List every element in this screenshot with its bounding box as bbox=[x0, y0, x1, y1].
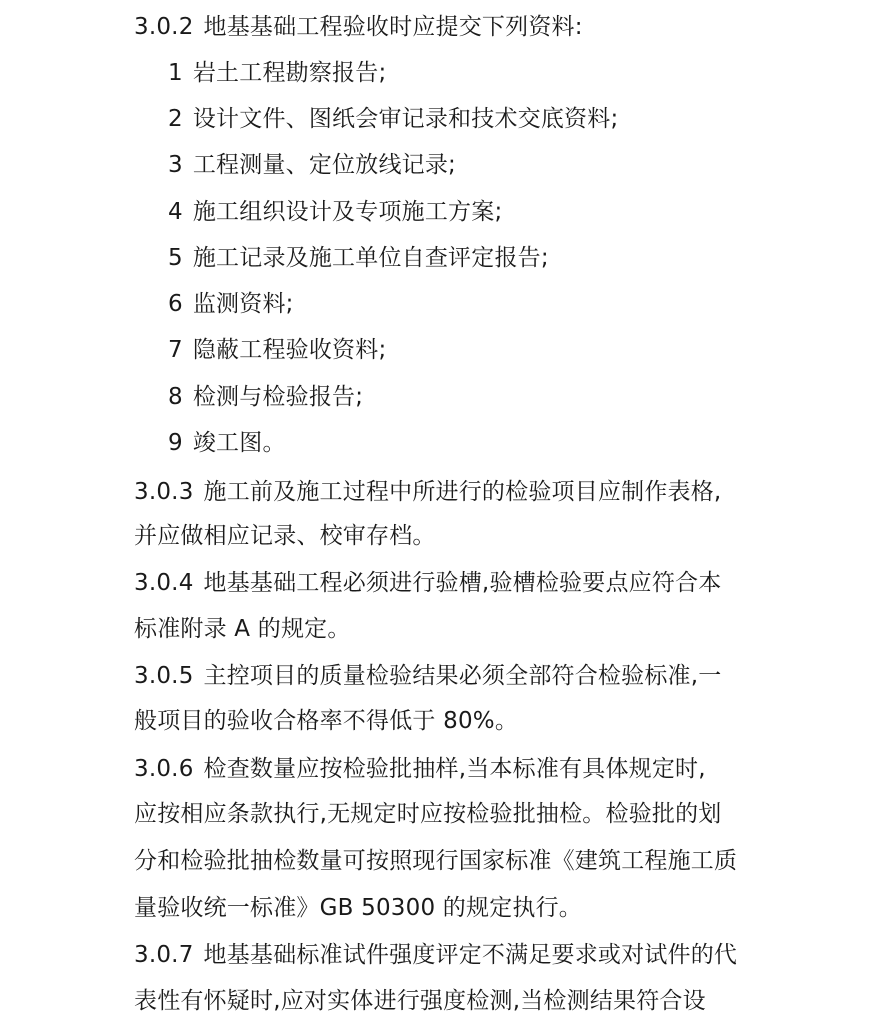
list-item-number: 4 bbox=[168, 199, 183, 225]
list-item-number: 8 bbox=[168, 384, 183, 410]
list-item-8 bbox=[168, 382, 363, 412]
list-item-3 bbox=[168, 150, 456, 180]
clause-continuation bbox=[134, 799, 722, 829]
clause-text: 地基基础工程验收时应提交下列资料: bbox=[203, 14, 583, 40]
list-item-number: 6 bbox=[168, 291, 183, 317]
list-item-5 bbox=[168, 243, 549, 273]
clause-continuation bbox=[134, 521, 436, 551]
clause-number: 3.0.2 bbox=[134, 14, 194, 40]
list-item-number: 9 bbox=[168, 430, 183, 456]
list-item-number: 5 bbox=[168, 245, 183, 271]
clause-continuation bbox=[134, 614, 351, 644]
clause-text: 量验收统一标准》GB 50300 的规定执行。 bbox=[134, 895, 582, 921]
clause-text: 主控项目的质量检验结果必须全部符合检验标准,一 bbox=[203, 663, 722, 689]
list-item-text: 岩土工程勘察报告; bbox=[192, 60, 387, 86]
list-item-7 bbox=[168, 335, 386, 365]
clause-text: 地基基础工程必须进行验槽,验槽检验要点应符合本 bbox=[203, 570, 722, 596]
list-item-text: 隐蔽工程验收资料; bbox=[192, 337, 387, 363]
clause-continuation bbox=[134, 706, 518, 736]
clause-text: 表性有怀疑时,应对实体进行强度检测,当检测结果符合设 bbox=[134, 988, 706, 1014]
clause-text: 应按相应条款执行,无规定时应按检验批抽检。检验批的划 bbox=[134, 801, 722, 827]
list-item-number: 2 bbox=[168, 106, 183, 132]
list-item-9 bbox=[168, 428, 286, 458]
clause-number: 3.0.5 bbox=[134, 663, 194, 689]
clause-number: 3.0.3 bbox=[134, 479, 194, 505]
list-item-6 bbox=[168, 289, 294, 319]
list-item-number: 3 bbox=[168, 152, 183, 178]
list-item-number: 1 bbox=[168, 60, 183, 86]
clause-text: 施工前及施工过程中所进行的检验项目应制作表格, bbox=[203, 479, 722, 505]
clause-text: 地基基础标准试件强度评定不满足要求或对试件的代 bbox=[203, 942, 738, 968]
clause-3-0-6 bbox=[134, 754, 706, 784]
list-item-text: 竣工图。 bbox=[192, 430, 286, 456]
list-item-2 bbox=[168, 104, 618, 134]
list-item-text: 施工记录及施工单位自查评定报告; bbox=[192, 245, 549, 271]
clause-number: 3.0.7 bbox=[134, 942, 194, 968]
list-item-text: 监测资料; bbox=[192, 291, 294, 317]
list-item-1 bbox=[168, 58, 386, 88]
clause-3-0-7 bbox=[134, 940, 737, 970]
clause-text: 般项目的验收合格率不得低于 80%。 bbox=[134, 708, 519, 734]
clause-number: 3.0.4 bbox=[134, 570, 194, 596]
clause-number: 3.0.6 bbox=[134, 756, 194, 782]
list-item-text: 施工组织设计及专项施工方案; bbox=[192, 199, 503, 225]
clause-3-0-5 bbox=[134, 661, 721, 691]
list-item-text: 工程测量、定位放线记录; bbox=[192, 152, 456, 178]
clause-3-0-2 bbox=[134, 12, 583, 42]
clause-3-0-4 bbox=[134, 568, 721, 598]
list-item-4 bbox=[168, 197, 502, 227]
list-item-number: 7 bbox=[168, 337, 183, 363]
clause-text: 并应做相应记录、校审存档。 bbox=[134, 523, 436, 549]
list-item-text: 设计文件、图纸会审记录和技术交底资料; bbox=[192, 106, 619, 132]
list-item-text: 检测与检验报告; bbox=[192, 384, 364, 410]
clause-text: 标准附录 A 的规定。 bbox=[134, 616, 351, 642]
clause-continuation bbox=[134, 846, 737, 876]
clause-text: 检查数量应按检验批抽样,当本标准有具体规定时, bbox=[203, 756, 706, 782]
clause-text: 分和检验批抽检数量可按照现行国家标准《建筑工程施工质 bbox=[134, 848, 738, 874]
clause-3-0-3 bbox=[134, 477, 721, 507]
clause-continuation bbox=[134, 893, 582, 923]
clause-continuation bbox=[134, 986, 706, 1016]
